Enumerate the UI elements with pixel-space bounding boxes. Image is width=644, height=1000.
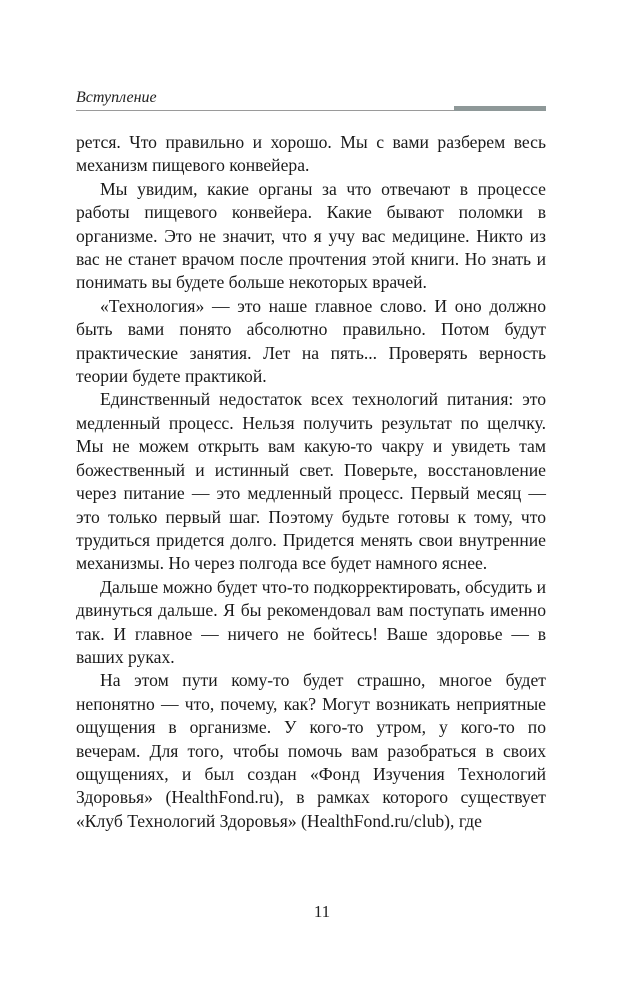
paragraph: Дальше можно будет что-то подкорректировать, обсудить и двинуться дальше. Я бы рекомендовал вам поступать именно так. И главное — ничего не бойтесь! Ваше здоровье — в ваших руках. (76, 576, 546, 667)
paragraph: Единственный недостаток всех технологий питания: это медленный процесс. Нельзя получить результат по щелчку. Мы не можем открыть вам какую-то чакру и увидеть там божественный и истинный свет. Поверьте, восстановление через питание — это медленный процесс. Первый месяц — это только первый шаг. Поэтому будьте готовы к тому, что трудиться придется долго. Придется менять свои внутренние механизмы. Но через полгода все будет намного яснее. (76, 389, 546, 574)
running-header (76, 88, 546, 112)
paragraph: «Технология» — это наше главное слово. И оно должно быть вами понято абсолютно правильно. Потом будут практические занятия. Лет на пять... Проверять верность теории будете практикой. (76, 295, 546, 387)
paragraph: Мы увидим, какие органы за что отвечают в процессе работы пищевого конвейера. Какие бывают поломки в организме. Это не значит, что я учу вас медицине. Никто из вас не станет врачом после прочтения этой книги. Но знать и понимать вы будете больше некоторых врачей. (76, 178, 546, 293)
paragraph: На этом пути кому-то будет страшно, многое будет непонятно — что, почему, как? Могут возникать неприятные ощущения в организме. У кого-то утром, у кого-то по вечерам. Для того, чтобы помочь вам разобраться в своих ощущениях, и был создан «Фонд Изучения Технологий Здоровья» (HealthFond.ru), в рамках которого существует «Клуб Технологий Здоровья» (HealthFond.ru/club), где (76, 670, 546, 831)
chapter-title: Вступление (76, 89, 157, 106)
header-accent-bar (454, 106, 546, 111)
page-number: 11 (313, 902, 331, 921)
body-text (76, 131, 546, 833)
paragraph-continuation: рется. Что правильно и хорошо. Мы с вами разберем весь механизм пищевого конвейера. (76, 132, 546, 176)
